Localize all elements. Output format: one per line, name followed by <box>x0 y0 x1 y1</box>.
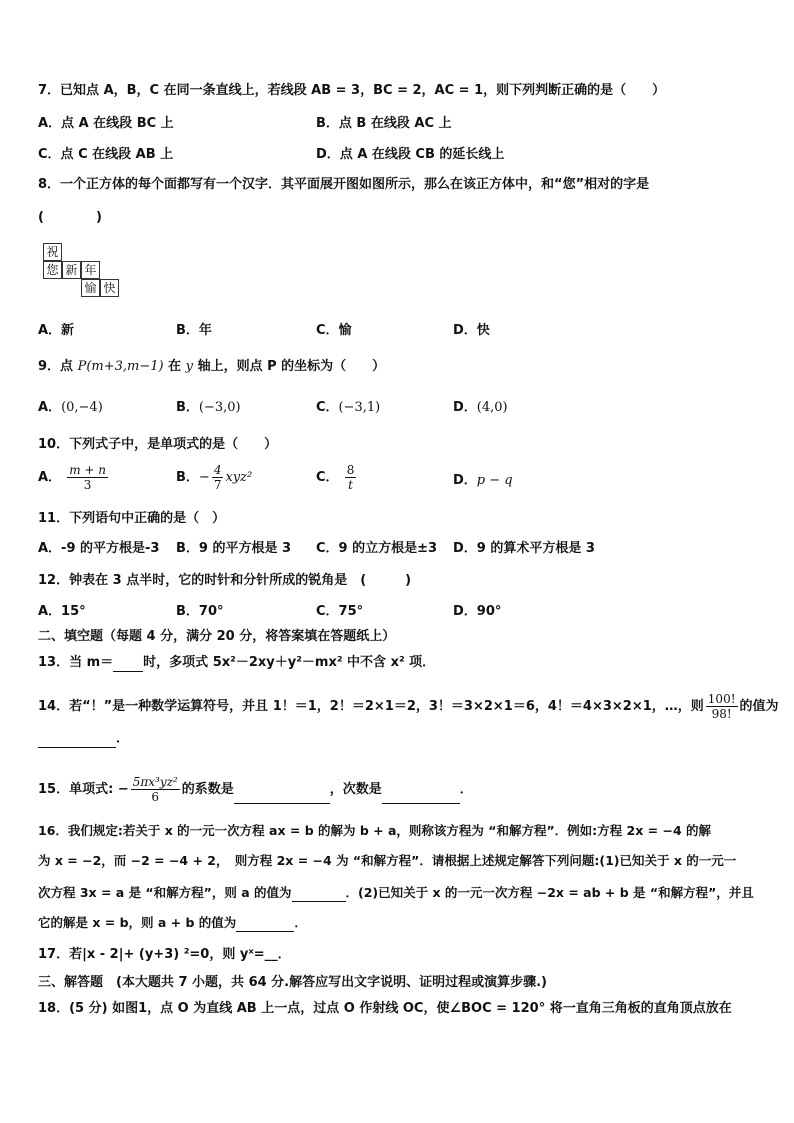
q8-option-b: B．年 <box>176 323 212 338</box>
section-solutions-heading: 三、解答题 (本大题共 7 小题，共 64 分.解答应写出文字说明、证明过程或演算步骤.) <box>38 975 548 990</box>
q16-line-1: 16．我们规定:若关于 x 的一元一次方程 ax = b 的解为 b + a，则称该方程为 “和解方程”．例如:方程 2x = −4 的解 <box>38 823 711 838</box>
q16-part2-blank[interactable] <box>236 917 294 932</box>
net-cell-4: 年 <box>81 261 100 279</box>
q10-stem: 10．下列式子中，是单项式的是（ ） <box>38 437 278 452</box>
q16-line-4: 它的解是 x = b，则 a + b 的值为 ． <box>38 915 307 930</box>
q16-part1-blank[interactable] <box>292 887 346 902</box>
q10-option-a: A． $\frac{m + n}{3}$ <box>38 463 106 492</box>
q8-option-d: D．快 <box>453 323 490 338</box>
q7-option-a: A．点 A 在线段 BC 上 <box>38 116 174 131</box>
q8-option-c: C．愉 <box>316 323 352 338</box>
q18-stem: 18．(5 分) 如图1，点 O 为直线 AB 上一点，过点 O 作射线 OC，使∠BOC = 120° 将一直角三角板的直角顶点放在 <box>38 1001 732 1016</box>
q8-stem: 8．一个正方体的每个面都写有一个汉字．其平面展开图如图所示，那么在该正方体中，和“您”相对的字是 <box>38 177 650 192</box>
q10-option-b: B．− $\frac{4}{7}$ xyz² <box>176 463 253 492</box>
q17-stem: 17．若|x - 2|+ (y+3) ²=0，则 yˣ=__． <box>38 947 291 962</box>
q13-answer-blank[interactable] <box>113 657 143 672</box>
q9-stem: 9．点 P(m+3,m−1) 在 y 轴上，则点 P 的坐标为（ ） <box>38 359 386 374</box>
q11-stem: 11．下列语句中正确的是（ ） <box>38 511 226 526</box>
q15-stem: 15．单项式: − $\frac{\text{5πx³yz²}}{6}$ 的系数是 ，次数是 ． <box>38 775 473 804</box>
q7-option-b: B．点 B 在线段 AC 上 <box>316 116 452 131</box>
q9-option-a: A．(0,−4) <box>38 400 103 415</box>
net-cell-1: 祝 <box>43 243 62 261</box>
q16-line-2: 为 x = −2，而 −2 = −4 + 2， 则方程 2x = −4 为 “和解方程”．请根据上述规定解答下列问题:(1)已知关于 x 的一元一 <box>38 853 737 868</box>
q16-line-3: 次方程 3x = a 是 “和解方程”，则 a 的值为 ．(2)已知关于 x 的一元一次方程 −2x = ab + b 是 “和解方程”，并且 <box>38 885 754 900</box>
net-cell-6: 快 <box>100 279 119 297</box>
q12-option-b: B．70° <box>176 604 224 619</box>
q12-option-a: A．15° <box>38 604 86 619</box>
q11-option-b: B．9 的平方根是 3 <box>176 541 292 556</box>
net-cell-2: 您 <box>43 261 62 279</box>
net-cell-3: 新 <box>62 261 81 279</box>
section-fill-in-heading: 二、填空题（每题 4 分，满分 20 分，将答案填在答题纸上） <box>38 629 396 644</box>
q9-option-d: D．(4,0) <box>453 400 508 415</box>
q7-option-d: D．点 A 在线段 CB 的延长线上 <box>316 147 505 162</box>
q12-option-d: D．90° <box>453 604 502 619</box>
q14-answer-blank[interactable] <box>38 733 116 748</box>
q7-stem: 7．已知点 A，B，C 在同一条直线上，若线段 AB = 3，BC = 2，AC = 1，则下列判断正确的是（ ） <box>38 83 666 98</box>
q14-answer-line: ． <box>38 730 129 748</box>
q13-stem: 13．当 m＝ 时，多项式 5x²－2xy＋y²－mx² 中不含 x² 项． <box>38 655 436 670</box>
q10-option-d: D．p − q <box>453 473 513 488</box>
q8-option-a: A．新 <box>38 323 75 338</box>
q9-option-b: B．(−3,0) <box>176 400 241 415</box>
q11-option-d: D．9 的算术平方根是 3 <box>453 541 595 556</box>
q10-option-c: C． $\frac{8}{t}$ <box>316 463 355 492</box>
q15-degree-blank[interactable] <box>382 789 460 804</box>
q9-option-c: C．(−3,1) <box>316 400 381 415</box>
q8-paren: ( ) <box>38 210 102 225</box>
net-cell-5: 愉 <box>81 279 100 297</box>
q7-option-c: C．点 C 在线段 AB 上 <box>38 147 174 162</box>
q11-option-a: A．-9 的平方根是-3 <box>38 541 160 556</box>
q14-stem: 14．若“！”是一种数学运算符号，并且 1！＝1，2！＝2×1＝2，3！＝3×2×1＝6，4！＝4×3×2×1，…，则 $\frac{100!}{98!}$ 的值为 <box>38 692 779 721</box>
q11-option-c: C．9 的立方根是±3 <box>316 541 438 556</box>
q12-option-c: C．75° <box>316 604 364 619</box>
q15-coefficient-blank[interactable] <box>234 789 330 804</box>
q12-stem: 12．钟表在 3 点半时，它的时针和分针所成的锐角是 ( ) <box>38 573 412 588</box>
